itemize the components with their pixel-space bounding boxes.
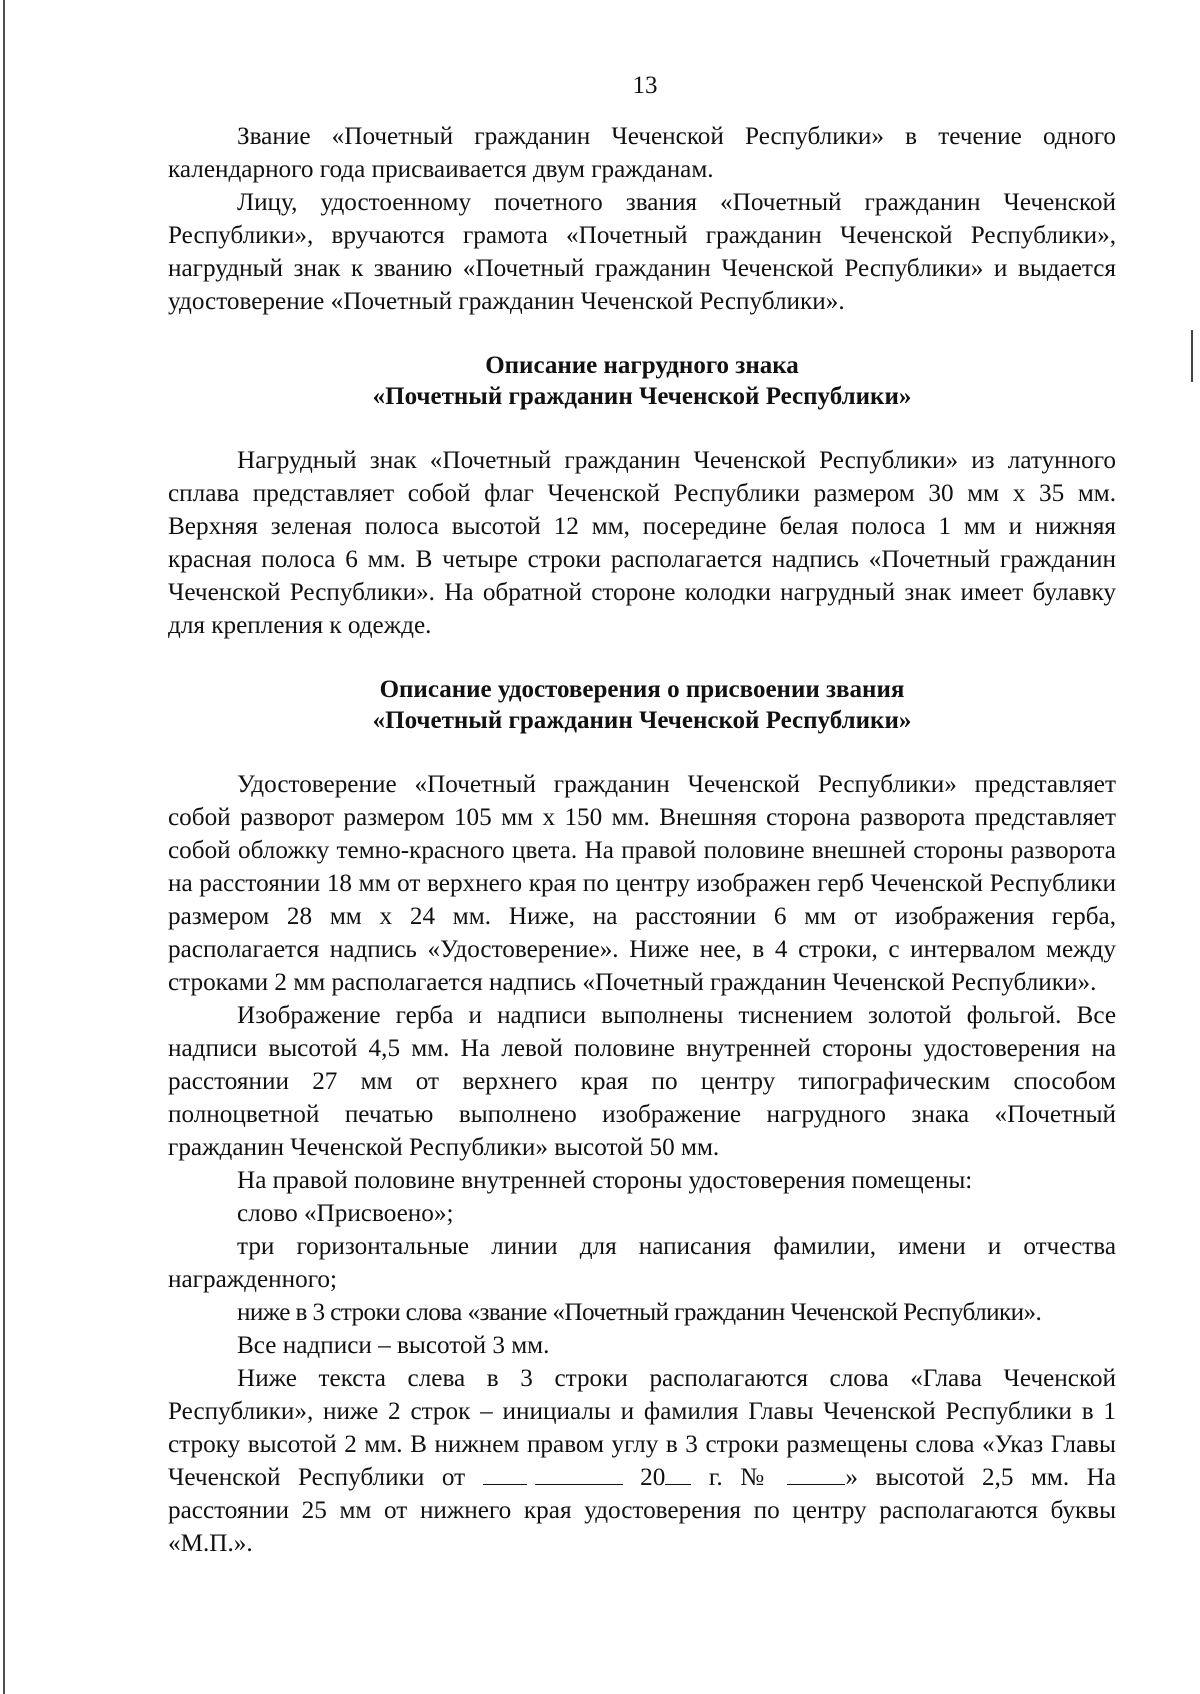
final-text-part3: » высотой 2,5 мм. На расстоянии 25 мм от нижнего края удостоверения по центру располагаются буквы «М.П.».: [168, 1464, 1117, 1557]
scan-edge-left: [3, 0, 5, 1694]
final-text-part2: г. №: [708, 1464, 776, 1491]
year-prefix: 20: [640, 1464, 666, 1491]
paragraph-certificate-cover: Удостоверение «Почетный гражданин Чеченской Республики» представляет собой разворот размером 105 мм х 150 мм. Внешняя сторона разворота представляет собой обложку темно-красного цвета. На правой половине внешней стороны разворота на расстоянии 18 мм от верхнего края по центру изображен герб Чеченской Республики размером 28 мм х 24 мм. Ниже, на расстоянии 6 мм от изображения герба, располагается надпись «Удостоверение». Ниже нее, в 4 строки, с интервалом между строками 2 мм располагается надпись «Почетный гражданин Чеченской Республики».: [168, 771, 1116, 996]
paragraph-signature-block: [168, 1362, 1116, 1560]
date-day-blank: [483, 1462, 527, 1485]
paragraph-all-inscriptions: Все надписи – высотой 3 мм.: [237, 1332, 550, 1359]
paragraph-awarded-items: Лицу, удостоенному почетного звания «Почетный гражданин Чеченской Республики», вручаются грамота «Почетный гражданин Чеченской Республики», нагрудный знак к званию «Почетный гражданин Чеченской Республики» и выдается удостоверение «Почетный гражданин Чеченской Республики».: [168, 189, 1116, 315]
decree-number-blank: [787, 1462, 845, 1485]
document-body: [168, 120, 1116, 1560]
heading-certificate-description: [168, 674, 1116, 736]
paragraph-title-award: Звание «Почетный гражданин Чеченской Республики» в течение одного календарного года присваивается двум гражданам.: [168, 123, 1116, 183]
date-month-blank: [535, 1462, 623, 1485]
heading-badge-line2: «Почетный гражданин Чеченской Республики»: [372, 383, 912, 410]
paragraph-badge-description: Нагрудный знак «Почетный гражданин Чеченской Республики» из латунного сплава представляет собой флаг Чеченской Республики размером 30 мм х 35 мм. Верхняя зеленая полоса высотой 12 мм, посередине белая полоса 1 мм и нижняя красная полоса 6 мм. В четыре строки располагается надпись «Почетный гражданин Чеченской Республики». На обратной стороне колодки нагрудный знак имеет булавку для крепления к одежде.: [168, 447, 1116, 639]
heading-certificate-line1: Описание удостоверения о присвоении звания: [379, 676, 905, 703]
paragraph-certificate-inner-right: На правой половине внутренней стороны удостоверения помещены:: [237, 1167, 973, 1194]
paragraph-three-lines: три горизонтальные линии для написания фамилии, имени и отчества награжденного;: [168, 1233, 1116, 1293]
paragraph-title-words: ниже в 3 строки слова «звание «Почетный гражданин Чеченской Республики».: [237, 1299, 1042, 1326]
final-text-part1: Ниже текста слева в 3 строки располагаются слова «Глава Чеченской Республики», ниже 2 строк – инициалы и фамилия Главы Чеченской Республики в 1 строку высотой 2 мм. В нижнем правом углу в 3 строки размещены слова «Указ Главы Чеченской Республики от: [168, 1365, 1116, 1491]
page-number: 13: [632, 72, 658, 99]
heading-badge-line1: Описание нагрудного знака: [485, 352, 799, 379]
heading-certificate-line2: «Почетный гражданин Чеченской Республики»: [372, 707, 912, 734]
year-suffix-blank: [665, 1462, 691, 1485]
paragraph-certificate-emboss: Изображение герба и надписи выполнены тиснением золотой фольгой. Все надписи высотой 4,5 мм. На левой половине внутренней стороны удостоверения на расстоянии 27 мм от верхнего края по центру типографическим способом полноцветной печатью выполнено изображение нагрудного знака «Почетный гражданин Чеченской Республики» высотой 50 мм.: [168, 1002, 1116, 1161]
scan-mark-right: [1191, 330, 1193, 382]
paragraph-word-assigned: слово «Присвоено»;: [237, 1200, 454, 1227]
heading-badge-description: [168, 350, 1116, 412]
